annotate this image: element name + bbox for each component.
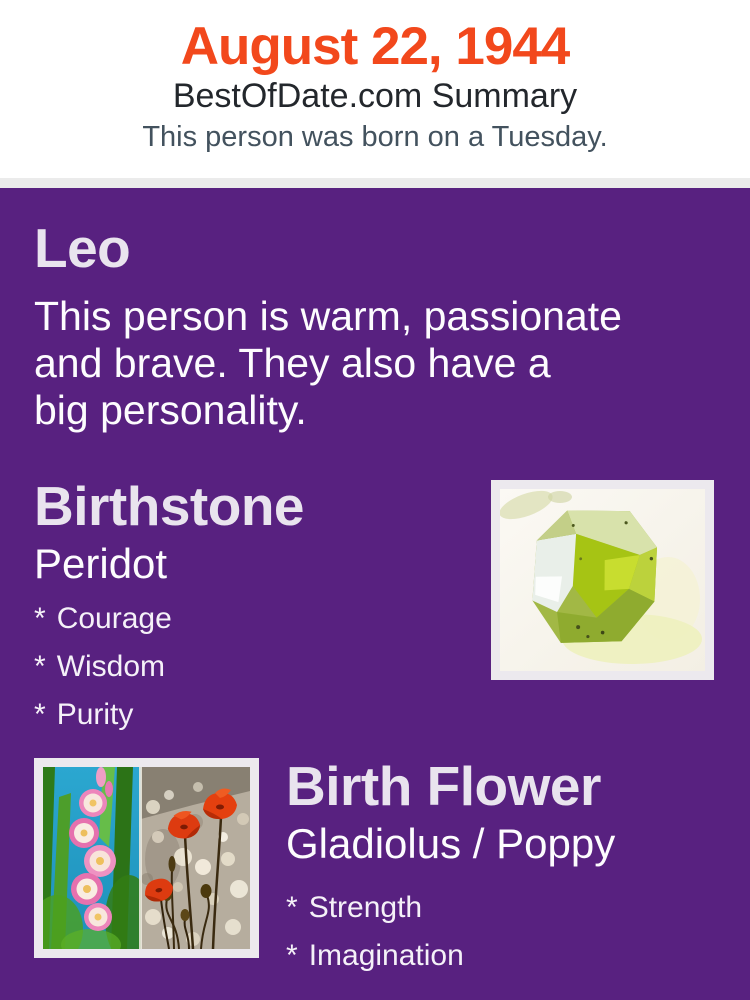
summary-body: [0, 188, 750, 1000]
asterisk-bullet: *: [286, 890, 298, 924]
page-title-date: August 22, 1944: [180, 17, 570, 76]
zodiac-description-line: and brave. They also have a: [34, 339, 551, 386]
site-summary-title: BestOfDate.com Summary: [172, 77, 578, 116]
birth-flower-name: Gladiolus / Poppy: [286, 820, 616, 868]
trait-label: Purity: [56, 697, 134, 731]
birth-flower-traits: [286, 892, 615, 971]
birth-flower-text: [286, 754, 616, 988]
birth-flower-heading: Birth Flower: [286, 754, 601, 817]
weekday-note: This person was born on a Tuesday.: [142, 120, 608, 153]
gladiolus-poppy-illustration: [43, 767, 250, 949]
trait-label: Imagination: [308, 938, 464, 972]
trait-item: [286, 892, 615, 923]
asterisk-bullet: *: [286, 938, 298, 972]
zodiac-section: [34, 188, 750, 434]
birth-flower-section: [34, 754, 750, 988]
asterisk-bullet: *: [34, 697, 46, 731]
zodiac-description-line: big personality.: [34, 386, 307, 433]
peridot-gem-illustration: [500, 489, 705, 671]
birthstone-peridot-photo: [491, 480, 714, 680]
divider-bar: [0, 178, 750, 188]
trait-label: Courage: [56, 601, 172, 635]
header: [0, 0, 750, 178]
trait-label: Wisdom: [56, 649, 166, 683]
zodiac-description-line: This person is warm, passionate: [34, 292, 622, 339]
asterisk-bullet: *: [34, 649, 46, 683]
birth-flower-photo: [34, 758, 259, 958]
zodiac-sign-name: Leo: [34, 217, 131, 279]
birthstone-name: Peridot: [34, 539, 168, 587]
trait-label: Strength: [308, 890, 423, 924]
zodiac-description: [34, 293, 750, 434]
birthstone-heading: Birthstone: [34, 474, 304, 537]
asterisk-bullet: *: [34, 601, 46, 635]
trait-item: [286, 940, 615, 971]
trait-item: [34, 699, 750, 730]
